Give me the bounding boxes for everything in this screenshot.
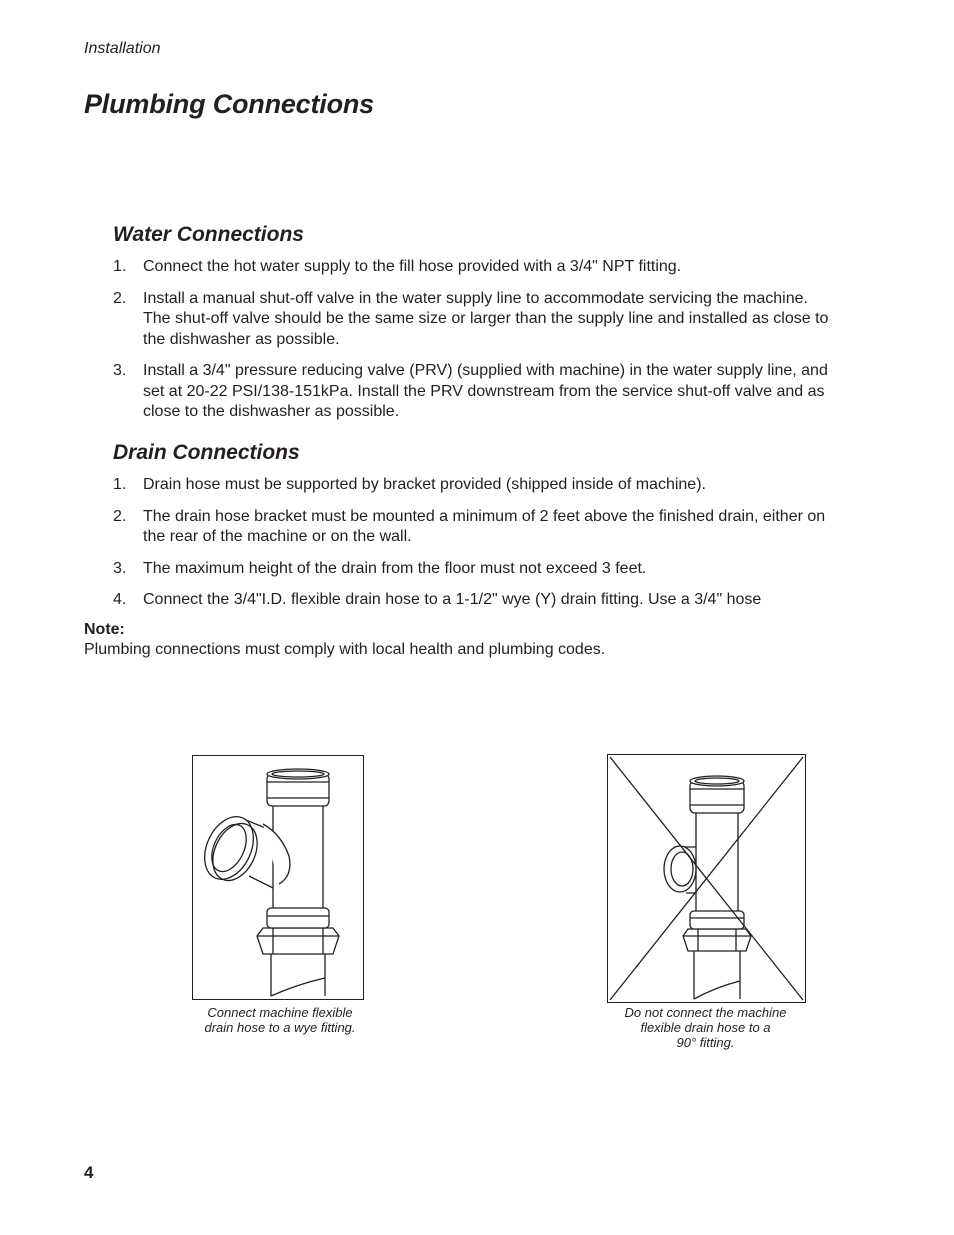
drain-connections-heading: Drain Connections: [113, 441, 300, 464]
wye-caption: [192, 1005, 368, 1035]
step-text: Install a manual shut-off valve in the water supply line to accommodate servicing the machine. The shut-off valve should be the same size or larger than the supply line and installed as close to the dishwasher as possible.: [143, 289, 829, 348]
step-number: 4.: [113, 591, 127, 608]
running-header: Installation: [84, 40, 161, 57]
step-number: 1.: [113, 476, 127, 493]
step-number: 2.: [113, 507, 127, 525]
step-number: 2.: [113, 289, 127, 307]
step-text: Install a 3/4" pressure reducing valve (PRV) (supplied with machine) in the water supply line, and set at 20-22 PSI/138-151kPa. Install the PRV downstream from the service shut-off valve and as close to the dishwasher as possible.: [143, 362, 828, 420]
drain-steps-list: [113, 475, 833, 622]
tee-fitting-figure: [607, 754, 806, 1003]
tee-caption-line3: 90° fitting.: [676, 1035, 735, 1050]
note-text: Plumbing connections must comply with local health and plumbing codes.: [84, 641, 606, 658]
tee-fitting-illustration: [608, 755, 805, 1002]
water-connections-heading: Water Connections: [113, 223, 304, 246]
step-text: The maximum height of the drain from the floor must not exceed 3 feet.: [143, 559, 647, 577]
step-number: 3.: [113, 559, 127, 577]
list-item: [113, 361, 833, 423]
list-item: [113, 559, 833, 580]
tee-caption-line1: Do not connect the machine: [624, 1005, 787, 1020]
step-text: Connect the hot water supply to the fill hose provided with a 3/4" NPT fitting.: [143, 258, 682, 275]
note-label: Note:: [84, 621, 125, 638]
page-number: 4: [84, 1163, 94, 1182]
wye-fitting-figure: [192, 755, 364, 1000]
wye-fitting-illustration: [193, 756, 363, 999]
list-item: [113, 590, 833, 611]
step-number: 1.: [113, 258, 127, 275]
list-item: [113, 507, 833, 548]
step-number: 3.: [113, 362, 127, 379]
list-item: [113, 289, 833, 351]
step-text: Drain hose must be supported by bracket provided (shipped inside of machine).: [143, 476, 706, 493]
step-text: Connect the 3/4"I.D. flexible drain hose to a 1-1/2" wye (Y) drain fitting. Use a 3/4" hose: [143, 591, 762, 608]
water-steps-list: [113, 257, 833, 434]
tee-caption-line2: flexible drain hose to a: [640, 1020, 771, 1035]
list-item: [113, 475, 833, 496]
page-title: Plumbing Connections: [84, 89, 374, 119]
wye-caption-line2: drain hose to a wye fitting.: [204, 1020, 356, 1035]
wye-caption-line1: Connect machine flexible: [207, 1005, 353, 1020]
step-text: The drain hose bracket must be mounted a minimum of 2 feet above the finished drain, either on the rear of the machine or on the wall.: [143, 507, 826, 545]
tee-caption: [607, 1005, 804, 1050]
list-item: [113, 257, 833, 278]
